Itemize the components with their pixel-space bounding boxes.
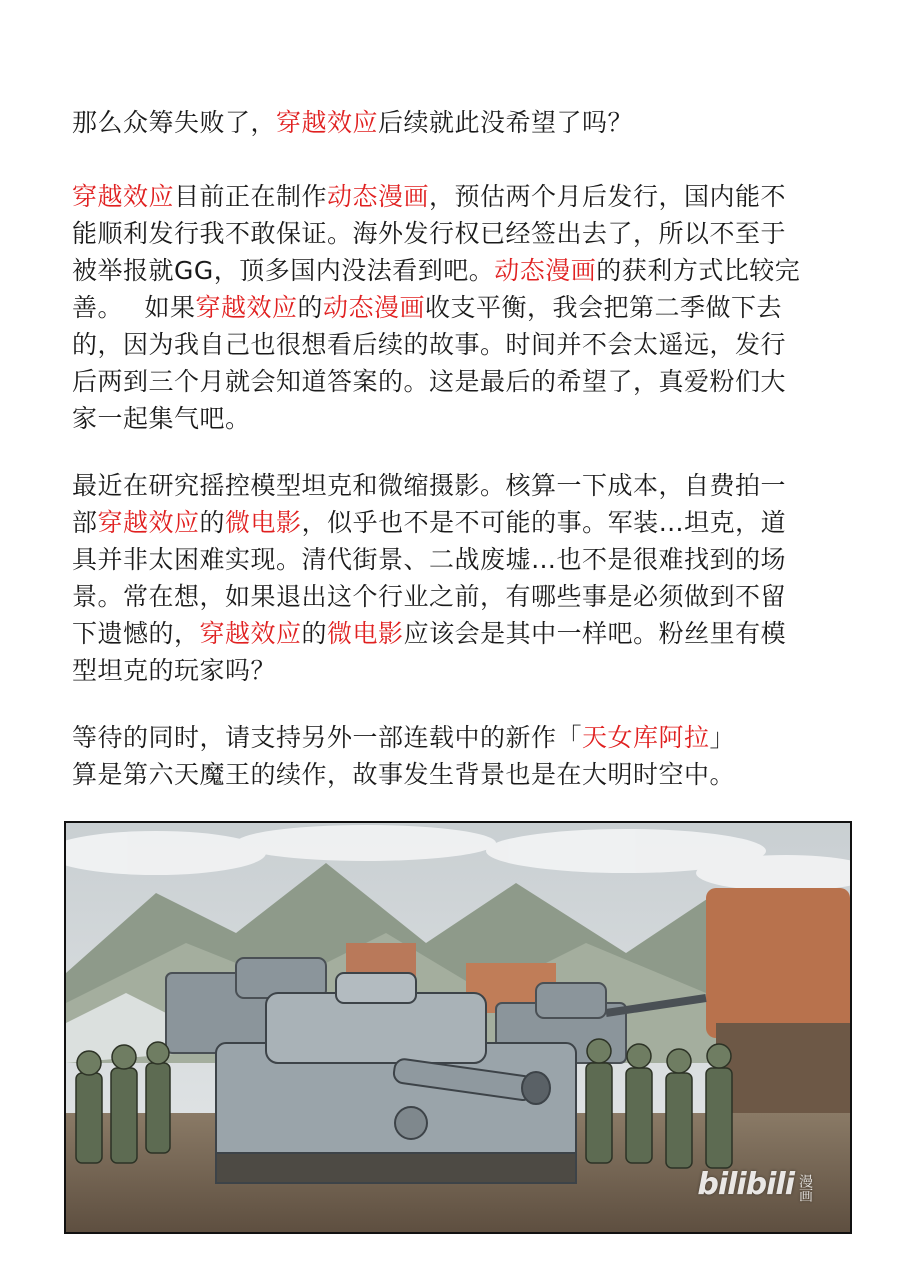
- highlight-term: 动态漫画: [322, 293, 425, 322]
- comic-panel-tanks-soldiers: [64, 821, 852, 1234]
- text-line: 后两到三个月就会知道答案的。这是最后的希望了，真爱粉们大: [72, 367, 787, 396]
- paragraph-3: [72, 467, 837, 689]
- text-line: 最近在研究摇控模型坦克和微缩摄影。核算一下成本，自费拍一: [72, 471, 787, 500]
- highlight-title: 穿越效应: [97, 508, 200, 537]
- text-line: 穿越效应目前正在制作动态漫画，预估两个月后发行，国内能不: [72, 182, 787, 211]
- text-line: 能顺利发行我不敢保证。海外发行权已经签出去了，所以不至于: [72, 219, 787, 248]
- text-line: 算是第六天魔王的续作，故事发生背景也是在大明时空中。: [72, 760, 736, 789]
- highlight-title: 穿越效应: [276, 108, 379, 137]
- text-line: 型坦克的玩家吗？: [72, 656, 277, 685]
- paragraph-2: [72, 178, 837, 437]
- text-line: 等待的同时，请支持另外一部连载中的新作「天女库阿拉」: [72, 723, 736, 752]
- paragraph-1: [72, 104, 837, 141]
- highlight-term: 动态漫画: [327, 182, 430, 211]
- text-line: 具并非太困难实现。清代街景、二战废墟…也不是很难找到的场: [72, 545, 787, 574]
- text-line: 部穿越效应的微电影，似乎也不是不可能的事。军装…坦克，道: [72, 508, 787, 537]
- soldiers-left: [76, 1042, 170, 1163]
- highlight-new-work: 天女库阿拉: [582, 723, 710, 752]
- manhua-label: 漫画: [797, 1174, 813, 1202]
- highlight-title: 穿越效应: [195, 293, 298, 322]
- bilibili-logo: bilibili: [697, 1167, 794, 1202]
- highlight-term: 微电影: [225, 508, 302, 537]
- bilibili-watermark: [697, 1167, 812, 1202]
- text-line: 下遗憾的，穿越效应的微电影应该会是其中一样吧。粉丝里有模: [72, 619, 787, 648]
- text-line: 被举报就GG，顶多国内没法看到吧。动态漫画的获利方式比较完: [72, 256, 801, 285]
- paragraph-4: [72, 719, 837, 793]
- text-line: 家一起集气吧。: [72, 404, 251, 433]
- highlight-term: 动态漫画: [494, 256, 597, 285]
- highlight-term: 微电影: [327, 619, 404, 648]
- text-line: 那么众筹失败了，穿越效应后续就此没希望了吗？: [72, 108, 634, 137]
- highlight-title: 穿越效应: [72, 182, 175, 211]
- truck-canvas-cover: [706, 888, 850, 1038]
- text-line: 景。常在想，如果退出这个行业之前，有哪些事是必须做到不留: [72, 582, 787, 611]
- highlight-title: 穿越效应: [199, 619, 302, 648]
- text-line: 的，因为我自己也很想看后续的故事。时间并不会太遥远，发行: [72, 330, 787, 359]
- text-line: 善。 如果穿越效应的动态漫画收支平衡，我会把第二季做下去: [72, 293, 783, 322]
